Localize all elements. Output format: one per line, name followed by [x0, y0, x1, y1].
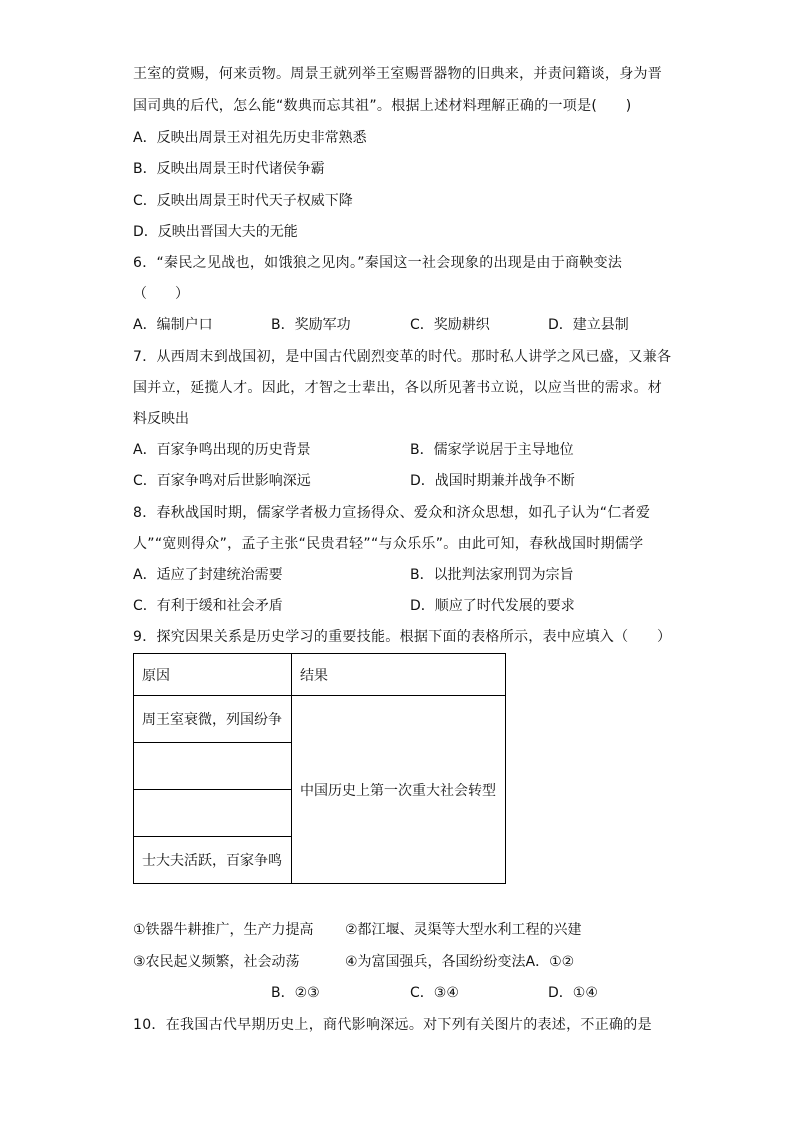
q7-option-b: B．儒家学说居于主导地位: [410, 442, 574, 458]
q9-option-d: D．①④: [548, 985, 598, 1001]
cause-cell-3: [134, 790, 292, 837]
q9-item-2: ②都江堰、灵渠等大型水利工程的兴建: [345, 922, 582, 938]
header-result: 结果: [292, 654, 506, 696]
q6-option-d: D．建立县制: [548, 317, 629, 333]
q8-option-d: D．顺应了时代发展的要求: [410, 598, 575, 614]
q9-option-b: B．②③: [271, 985, 320, 1001]
q8-stem-line1: 8．春秋战国时期，儒家学者极力宣扬得众、爱众和济众思想，如孔子认为“仁者爱: [133, 505, 651, 521]
table-row: [134, 696, 506, 743]
q9-item-1: ①铁器牛耕推广，生产力提高: [133, 922, 314, 938]
q9-item-3: ③农民起义频繁，社会动荡: [133, 954, 300, 970]
table-header-row: [134, 654, 506, 696]
q9-items-row2: [133, 952, 693, 972]
q5-stem-line1: 王室的赏赐，何来贡物。周景王就列举王室赐晋器物的旧典来，并责问籍谈，身为晋: [133, 66, 663, 82]
q5-option-b: B．反映出周景王时代诸侯争霸: [133, 161, 325, 177]
q10-stem: 10．在我国古代早期历史上，商代影响深远。对下列有关图片的表述，不正确的是: [133, 1017, 652, 1033]
q5-option-d: D．反映出晋国大夫的无能: [133, 224, 298, 240]
q8-stem-line2: 人”“宽则得众”，孟子主张“民贵君轻”“与众乐乐”。由此可知，春秋战国时期儒学: [133, 536, 644, 552]
q7-stem-line3: 料反映出: [133, 411, 189, 427]
q9-stem: 9．探究因果关系是历史学习的重要技能。根据下面的表格所示，表中应填入（ ）: [133, 629, 672, 645]
q8-option-c: C．有利于缓和社会矛盾: [133, 598, 283, 614]
q8-option-b: B．以批判法家刑罚为宗旨: [410, 567, 574, 583]
q7-option-d: D．战国时期兼并战争不断: [410, 473, 575, 489]
q8-option-a: A．适应了封建统治需要: [133, 567, 283, 583]
header-cause: 原因: [134, 654, 292, 696]
cause-result-table: [133, 653, 506, 884]
cause-cell-1: 周王室衰微，列国纷争: [134, 696, 292, 743]
q6-stem-line1: 6．“秦民之见战也，如饿狼之见肉。”秦国这一社会现象的出现是由于商鞅变法: [133, 255, 623, 271]
q7-stem-line1: 7．从西周末到战国初，是中国古代剧烈变革的时代。那时私人讲学之风已盛，又兼各: [133, 349, 672, 365]
q9-item-4: ④为富国强兵，各国纷纷变法A．①②: [345, 954, 575, 970]
q9-options: [133, 983, 653, 1003]
q8-options-row2: [133, 596, 653, 616]
result-cell: 中国历史上第一次重大社会转型: [292, 696, 506, 884]
q5-option-c: C．反映出周景王时代天子权威下降: [133, 193, 353, 209]
q7-options-row2: [133, 471, 653, 491]
q6-option-c: C．奖励耕织: [410, 317, 490, 333]
q7-options-row1: [133, 440, 653, 460]
q6-option-b: B．奖励军功: [271, 317, 351, 333]
q6-option-a: A．编制户口: [133, 317, 213, 333]
q5-stem-line2: 国司典的后代，怎么能“数典而忘其祖”。根据上述材料理解正确的一项是( ): [133, 98, 632, 114]
q7-option-c: C．百家争鸣对后世影响深远: [133, 473, 311, 489]
q6-stem-line2: （ ）: [133, 286, 189, 302]
q8-options-row1: [133, 565, 653, 585]
q5-option-a: A．反映出周景王对祖先历史非常熟悉: [133, 130, 367, 146]
q7-stem-line2: 国并立，延揽人才。因此，才智之士辈出，各以所见著书立说，以应当世的需求。材: [133, 380, 663, 396]
cause-cell-2: [134, 743, 292, 790]
q6-options: [133, 315, 653, 335]
q9-option-c: C．③④: [410, 985, 459, 1001]
cause-cell-4: 士大夫活跃，百家争鸣: [134, 837, 292, 884]
q7-option-a: A．百家争鸣出现的历史背景: [133, 442, 311, 458]
q9-items-row1: [133, 920, 693, 940]
